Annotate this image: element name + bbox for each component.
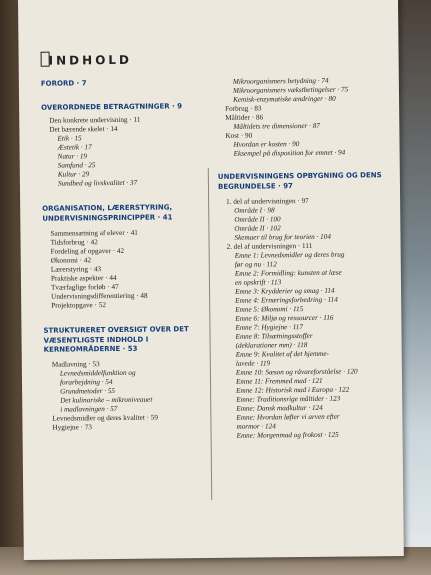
toc-entry: Den konkrete undervisning · 11: [49, 115, 141, 125]
toc-entry: Kost · 90: [225, 131, 253, 140]
toc-entry: Emne 6: Miljø og ressourcer · 116: [235, 313, 334, 323]
toc-entry: Skemaer til brug for teorien · 104: [234, 232, 331, 242]
toc-entry: Emne 1: Levnedsmidler og deres brug: [234, 250, 345, 260]
toc-entry: Sundhed og livskvalitet · 37: [57, 178, 138, 188]
toc-heading: FORORD · 7: [40, 79, 87, 88]
toc-entry: Levnedsmidler og deres kvalitet · 59: [52, 413, 159, 423]
toc-entry: Levnedsmiddelfunktion og: [59, 368, 136, 378]
toc-entry: Mikroorganismers betydning · 74: [232, 76, 329, 86]
toc-entry: Grundmetoder · 55: [60, 386, 116, 396]
toc-entry: (deklarationer mm) · 118: [235, 340, 308, 350]
toc-heading: UNDERVISNINGENS OPBYGNING OG DENS BEGRUNDELSE · 97: [217, 171, 382, 191]
toc-entry: Praktiske aspekter · 44: [50, 273, 117, 283]
toc-entry: forarbejdning · 54: [59, 377, 113, 387]
toc-entry: en opskrift · 113: [234, 278, 282, 287]
toc-entry: Område II · 102: [234, 224, 281, 233]
toc-entry: Kultur · 29: [57, 170, 90, 179]
toc-entry: Emne 5: Økonomi · 115: [235, 305, 304, 314]
toc-entry: Emne 12: Historisk mad i Europa · 122: [236, 385, 350, 395]
toc-entry: Lærerstyring · 43: [50, 265, 102, 274]
toc-entry: lavede · 119: [235, 359, 271, 368]
toc-entry: Undervisningsdifferentiering · 48: [51, 291, 148, 301]
toc-entry: Emne 11: Fremmed mad · 121: [235, 376, 323, 386]
page-title: [41, 51, 132, 68]
toc-entry: Emne 2: Formidling: kunsten at læse: [234, 268, 342, 278]
toc-entry: Emne: Hvordan løfter vi arven efter: [236, 412, 340, 422]
book-page: [18, 0, 404, 560]
toc-heading: OVERORDNEDE BETRAGTNINGER · 9: [41, 101, 183, 112]
toc-entry: Måltider · 86: [225, 113, 264, 122]
toc-entry: Område I · 98: [234, 206, 275, 215]
toc-entry: Emne 9: Kvalitet af det hjemme-: [235, 349, 329, 359]
toc-entry: Økonomi · 42: [50, 256, 92, 265]
toc-entry: Mikroorganismers vækstbetingelser · 75: [232, 85, 349, 95]
toc-entry: Hygiejne · 73: [52, 422, 93, 432]
toc-entry: Emne: Morgenmad og frokost · 125: [236, 430, 339, 440]
toc-entry: Etik · 15: [57, 134, 82, 143]
page-title-text: INDHOLD: [48, 52, 133, 68]
toc-entry: Emne: Traditionsrige måltider · 123: [236, 394, 341, 404]
toc-entry: Sammensætning af elever · 41: [50, 228, 138, 238]
toc-heading: ORGANISATION, LÆRERSTYRING, UNDERVISNINGSPRINCIPPER · 41: [42, 203, 173, 223]
toc-entry: Projektopgave · 52: [51, 301, 106, 310]
toc-entry: Område II · 100: [234, 215, 281, 224]
toc-entry: Æstetik · 17: [57, 143, 92, 152]
toc-entry: Måltidets tre dimensioner · 87: [233, 121, 320, 131]
toc-entry: Hvordan er kosten · 90: [233, 140, 300, 149]
toc-entry: Kemisk-enzymatiske ændringer · 80: [233, 94, 336, 104]
toc-entry: Natur · 19: [57, 152, 88, 161]
toc-left-column: [41, 78, 213, 432]
toc-entry: Det kulinariske – mikroniveauet: [60, 395, 153, 405]
toc-entry: Eksempel på disposition for emnet · 94: [233, 148, 346, 158]
toc-entry: i madlavningen · 57: [60, 404, 118, 414]
toc-entry: Emne 3: Krydderier og smag · 114: [235, 286, 335, 296]
toc-entry: Samfund · 25: [57, 161, 96, 170]
toc-entry: 2. del af undervisningen · 111: [226, 241, 313, 251]
toc-entry: Emne 4: Ernæringsforbedring · 114: [235, 295, 338, 305]
toc-entry: før og nu · 112: [234, 260, 277, 269]
toc-entry: Fordeling af opgaver · 42: [50, 246, 125, 256]
toc-entry: Emne 7: Hygiejne · 117: [235, 323, 304, 332]
toc-entry: Emne: Dansk madkultur · 124: [236, 403, 323, 413]
toc-entry: Emne 8: Tilsætningsstoffer: [235, 331, 313, 341]
toc-heading: STRUKTURERET OVERSIGT OVER DET VÆSENTLIGSTE INDHOLD I KERNEOMRÅDERNE · 53: [43, 325, 189, 354]
toc-entry: Tværfaglige forløb · 47: [50, 282, 119, 292]
toc-entry: mormor · 124: [236, 422, 276, 431]
toc-entry: 1. del af undervisningen · 97: [226, 196, 309, 206]
toc-entry: Emne 10: Sæson og råvareforståelse · 120: [235, 367, 358, 377]
toc-entry: Tidsforbrug · 42: [50, 238, 98, 247]
toc-entry: Forbrug · 83: [225, 104, 262, 113]
toc-entry: Det bærende skelet · 14: [49, 124, 118, 134]
toc-entry: Madlavning · 53: [51, 359, 100, 369]
toc-right-column: [217, 76, 391, 441]
